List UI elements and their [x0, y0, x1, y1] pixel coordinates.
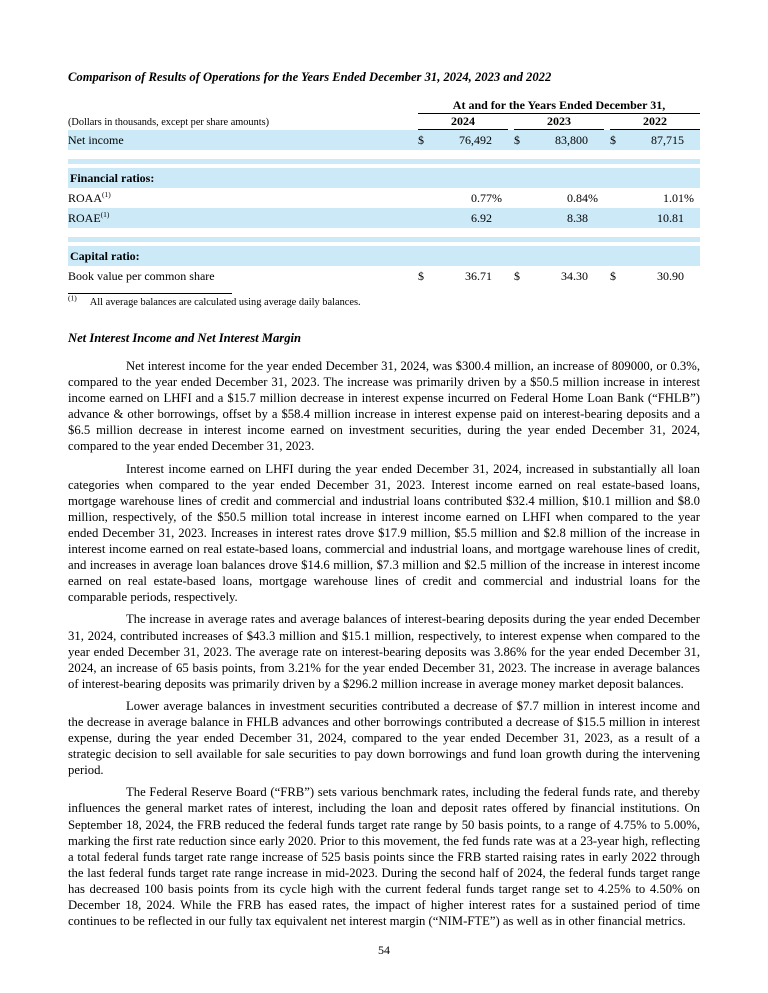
- table-year-header-row: [68, 114, 700, 130]
- page-content: [68, 0, 700, 929]
- page-number: 54: [378, 943, 390, 957]
- year-header-2022: 2022: [610, 114, 700, 130]
- table-span-header-row: [68, 98, 700, 114]
- year-header-2023: 2023: [514, 114, 604, 130]
- table-section-capital-ratio: [68, 246, 700, 266]
- section-heading: Net Interest Income and Net Interest Margin: [68, 331, 301, 345]
- table-row-roae: [68, 208, 700, 228]
- row-label: [68, 208, 418, 228]
- roae-2023-value: 8.38: [532, 208, 588, 228]
- percent-sign: %: [588, 191, 598, 205]
- empty-cell: [610, 188, 628, 208]
- dollar-sign: $: [514, 130, 532, 151]
- dollar-sign: $: [514, 269, 520, 283]
- empty-cell: [514, 208, 532, 228]
- empty-cell: [514, 188, 532, 208]
- row-label: Book value per common share: [68, 269, 215, 283]
- empty-cell: [588, 208, 604, 228]
- table-footnote: [68, 293, 700, 309]
- footnote-marker: (1): [68, 293, 77, 303]
- roaa-2022-value: 1.01: [663, 191, 684, 205]
- empty-cell: [684, 266, 700, 286]
- body-text: [68, 358, 700, 929]
- footnote-ref: (1): [102, 190, 111, 199]
- section-label: Financial ratios:: [68, 168, 700, 188]
- paragraph-lhfi-interest-income: Interest income earned on LHFI during the year ended December 31, 2024, increased in substantially all loan categories when compared to the year ended December 31, 2023. Interest income earned on real estate-based loans, mortgage warehouse lines of credit and commercial and industrial loans contributed $32.4 million, $10.1 million and $8.0 million, respectively, of the $50.5 million total increase in interest income earned on LHFI when compared to the year ended December 31, 2023. Increases in interest rates drove $17.9 million, $5.5 million and $2.8 million of the increase in interest income earned on real estate-based loans, commercial and industrial loans, and mortgage warehouse lines of credit, and increases in average loan balances drove $14.6 million, $7.3 million and $2.5 million of the increase in interest income earned on real estate-based loans, mortgage warehouse lines of credit and commercial and industrial loans for the comparable periods, respectively.: [68, 461, 700, 605]
- dollar-sign: $: [610, 269, 616, 283]
- empty-cell: [684, 130, 700, 151]
- empty-cell: [418, 208, 436, 228]
- row-label: Net income: [68, 130, 418, 151]
- roaa-label: ROAA: [68, 191, 103, 205]
- empty-cell: [610, 208, 628, 228]
- spacer-row: [68, 150, 700, 159]
- roae-2024-value: 6.92: [436, 208, 492, 228]
- empty-cell: [68, 98, 418, 114]
- roaa-2023-value: 0.84: [567, 191, 588, 205]
- paragraph-deposit-rates: The increase in average rates and average balances of interest-bearing deposits during the year ended December 31, 2024, contributed increases of $43.3 million and $15.1 million, respectively, to interest expense when compared to the year ended December 31, 2023. The average rate on interest-bearing deposits was 3.86% for the year ended December 31, 2024, an increase of 65 basis points, from 3.21% for the year ended December 31, 2023. The increase in average balances of interest-bearing deposits was primarily driven by a $296.2 million increase in average money market deposit balances.: [68, 612, 700, 691]
- net-income-2022-value: 87,715: [628, 130, 684, 151]
- dollar-sign: $: [418, 269, 424, 283]
- paragraph-net-interest-income: Net interest income for the year ended December 31, 2024, was $300.4 million, an increase of 809000, or 0.3%, compared to the year ended December 31, 2023. The increase was primarily driven by a $50.5 million increase in interest income earned on LHFI and a $15.7 million decrease in interest expense incurred on Federal Home Loan Bank (“FHLB”) advance & other borrowings, offset by a $58.4 million increase in interest expense paid on interest-bearing deposits and a $6.5 million decrease in interest income earned on investment securities, during the year ended December 31, 2024, compared to the year ended December 31, 2023.: [68, 359, 700, 454]
- spacer-row: [68, 228, 700, 237]
- empty-cell: [684, 208, 700, 228]
- table-row-roaa: [68, 188, 700, 208]
- book-value-2022-value: 30.90: [657, 269, 684, 283]
- paragraph-federal-reserve: The Federal Reserve Board (“FRB”) sets various benchmark rates, including the federal funds rate, and thereby influences the general market rates of interest, including the loan and deposit rates offered by financial institutions. On September 18, 2024, the FRB reduced the federal funds target rate range by 50 basis points, to a range of 4.75% to 5.00%, marking the first rate reduction since early 2020. Prior to this movement, the fed funds rate was at a 23-year high, reflecting a total federal funds target rate range increase of 525 basis points since the FRB started raising rates in early 2022 through the last federal funds target rate range increase in mid-2023. During the second half of 2024, the federal funds target range has decreased 100 basis points from its cycle high with the current federal funds target range set to 4.25% to 4.50% on December 18, 2024. While the FRB has eased rates, the impact of higher interest rates for a sustained period of time continues to be reflected in our fully tax equivalent net interest margin (“NIM-FTE”) as well as in other financial metrics.: [68, 785, 700, 929]
- table-row-net-income: [68, 130, 700, 151]
- percent-sign: %: [684, 191, 694, 205]
- empty-cell: [492, 266, 508, 286]
- net-income-2024-value: 76,492: [436, 130, 492, 151]
- roaa-2024-value: 0.77: [471, 191, 492, 205]
- empty-cell: [492, 130, 508, 151]
- paragraph-investment-securities: Lower average balances in investment securities contributed a decrease of $7.7 million in interest income and the decrease in average balance in FHLB advances and other borrowings contributed a decrease of $15.5 million in interest expense, during the year ended December 31, 2024, compared to the year ended December 31, 2023, as a result of a strategic decision to sell available for sale securities to pay down borrowings and fund loan growth during the intervening period.: [68, 698, 700, 778]
- book-value-2024-value: 36.71: [465, 269, 492, 283]
- roae-label: ROAE: [68, 211, 101, 225]
- results-of-operations-table: [68, 98, 700, 286]
- units-note: (Dollars in thousands, except per share amounts): [68, 116, 270, 128]
- table-row-book-value: [68, 266, 700, 286]
- dollar-sign: $: [418, 130, 436, 151]
- row-label: [68, 188, 418, 208]
- footnote-separator: [68, 293, 232, 294]
- table-section-financial-ratios: [68, 168, 700, 188]
- empty-cell: [418, 188, 436, 208]
- empty-cell: [492, 208, 508, 228]
- footnote-ref: (1): [100, 210, 110, 219]
- percent-sign: %: [492, 191, 502, 205]
- span-header: At and for the Years Ended December 31,: [418, 98, 700, 114]
- year-header-2024: 2024: [418, 114, 508, 130]
- page-title: Comparison of Results of Operations for the Years Ended December 31, 2024, 2023 and 2022: [68, 70, 552, 84]
- footnote-text: All average balances are calculated using average daily balances.: [89, 297, 361, 308]
- empty-cell: [588, 130, 604, 151]
- section-label: Capital ratio:: [68, 246, 700, 266]
- empty-cell: [588, 266, 604, 286]
- roae-2022-value: 10.81: [628, 208, 684, 228]
- dollar-sign: $: [610, 130, 628, 151]
- book-value-2023-value: 34.30: [561, 269, 588, 283]
- net-income-2023-value: 83,800: [532, 130, 588, 151]
